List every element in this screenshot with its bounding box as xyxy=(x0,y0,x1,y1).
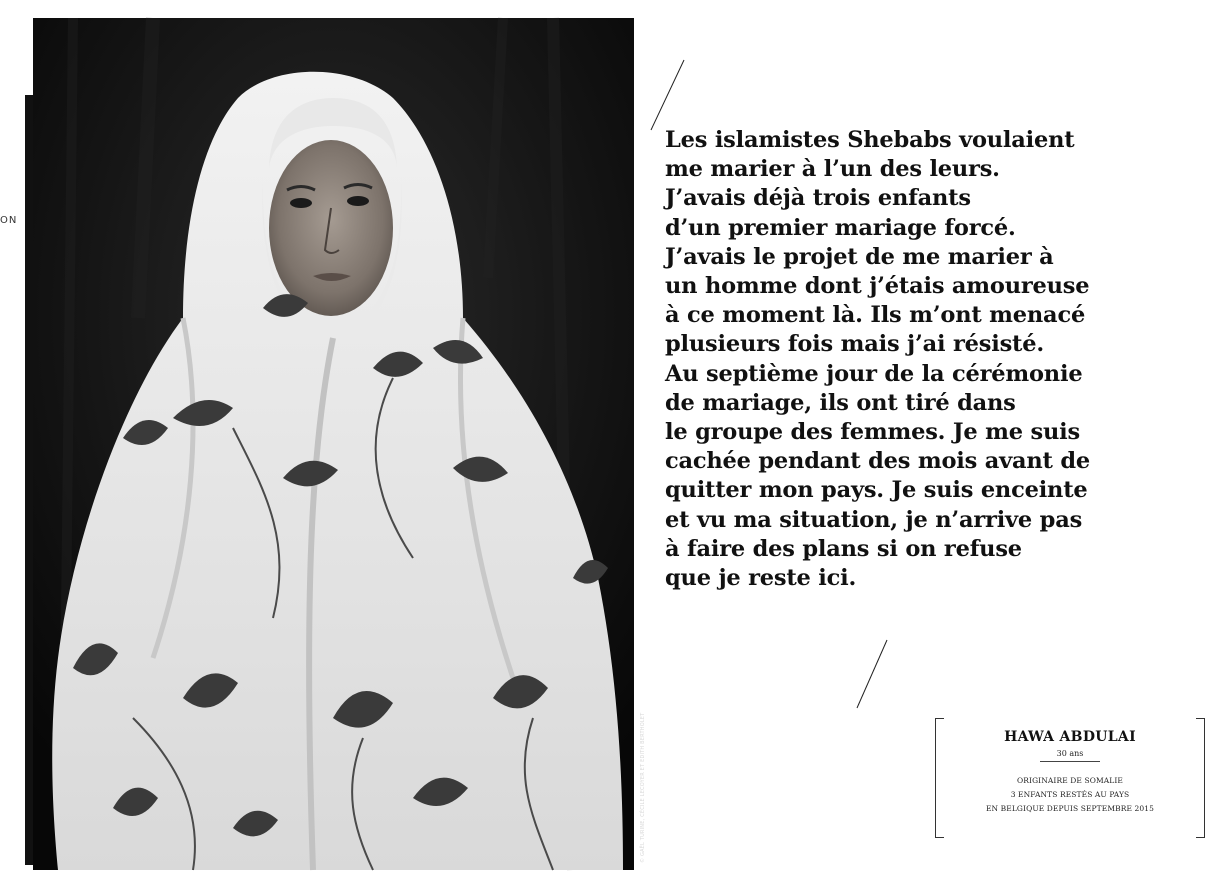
slash-top xyxy=(651,60,684,130)
adjacent-page-text: ON xyxy=(0,215,18,226)
quote-line: quitter mon pays. Je suis enceinte xyxy=(665,477,1088,504)
person-origin: ORIGINAIRE DE SOMALIE xyxy=(1017,776,1123,785)
quote-line: cachée pendant des mois avant de xyxy=(665,448,1090,475)
quote-line: plusieurs fois mais j’ai résisté. xyxy=(665,331,1044,358)
quote-line: le groupe des femmes. Je me suis xyxy=(665,419,1080,446)
photo-credit: © GAËL TURINE, CÉCILE LECOYER ET EDITH BERTHOLET xyxy=(640,712,646,863)
testimony-quote xyxy=(665,126,1185,593)
quote-line: Les islamistes Shebabs voulaient xyxy=(665,127,1075,153)
person-name: HAWA ABDULAI xyxy=(1004,729,1136,745)
quote-line: Au septième jour de la cérémonie xyxy=(665,360,1083,387)
quote-line: un homme dont j’étais amoureuse xyxy=(665,273,1090,300)
person-children: 3 ENFANTS RESTÉS AU PAYS xyxy=(1010,790,1130,799)
quote-line: de mariage, ils ont tiré dans xyxy=(665,389,1016,416)
quote-line: J’avais déjà trois enfants xyxy=(665,185,971,212)
quote-line: d’un premier mariage forcé. xyxy=(665,214,1016,241)
caption-divider xyxy=(1040,761,1100,762)
quote-line: et vu ma situation, je n’arrive pas xyxy=(665,506,1083,533)
slash-bottom xyxy=(857,640,887,708)
quote-line: que je reste ici. xyxy=(665,565,857,592)
person-caption xyxy=(935,718,1205,838)
quote-line: me marier à l’un des leurs. xyxy=(665,156,1000,183)
person-age: 30 ans xyxy=(1056,749,1084,758)
quote-line: à ce moment là. Ils m’ont menacé xyxy=(665,302,1086,329)
quote-line: J’avais le projet de me marier à xyxy=(665,243,1054,270)
person-arrival: EN BELGIQUE DEPUIS SEPTEMBRE 2015 xyxy=(985,804,1155,813)
quote-line: à faire des plans si on refuse xyxy=(665,535,1022,562)
